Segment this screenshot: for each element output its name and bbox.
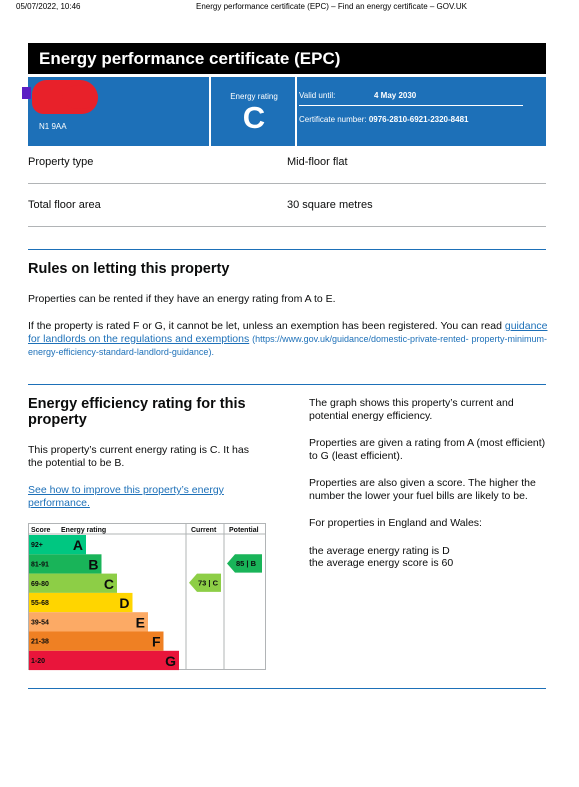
band-score-label: 1-20 (31, 657, 46, 665)
band-letter: F (151, 633, 161, 650)
certificate-number-value: 0976-2810-6921-2320-8481 (368, 115, 469, 124)
graph-header-current: Current (191, 527, 217, 534)
floor-area-row (28, 184, 546, 227)
section-divider-3 (28, 688, 546, 689)
graph-header-rating: Energy rating (61, 527, 107, 534)
efficiency-right-column (309, 397, 549, 585)
property-type-row (28, 146, 546, 184)
energy-rating-graph (28, 523, 268, 671)
certificate-block (299, 77, 546, 146)
landlord-guidance-url-2: property-minimum-energy-efficiency-standard-landlord-guidance) (28, 334, 548, 357)
print-page-title: Energy performance certificate (EPC) – Find an energy certificate – GOV.UK (196, 2, 467, 11)
efficiency-left-column (28, 396, 278, 510)
score-explanation: Properties are also given a score. The higher the number the lower your fuel bills are likely to be. (309, 477, 536, 502)
band-letter: E (135, 614, 145, 631)
valid-until-label: Valid until: (299, 91, 336, 100)
band-score-label: 55-68 (31, 600, 49, 608)
band-score-label: 81-91 (31, 561, 49, 569)
print-header (16, 2, 563, 11)
letting-para-1: Properties can be rented if they have an energy rating from A to E. (28, 293, 336, 305)
landlord-guidance-link[interactable]: guidance for landlords on the regulations and exemptions (28, 320, 548, 345)
valid-until-row (299, 91, 523, 106)
graph-header-score: Score (31, 527, 51, 534)
band-bar (56, 612, 148, 631)
band-letter: G (165, 652, 176, 669)
band-bar (56, 632, 164, 651)
property-type-value: Mid-floor flat (287, 156, 348, 168)
epc-summary-panel (28, 77, 546, 146)
energy-rating-value: C (242, 100, 266, 135)
current-rating-score-label: 73 | C (198, 578, 219, 588)
graph-header-potential: Potential (229, 527, 259, 534)
average-score: the average energy score is 60 (309, 557, 454, 569)
floor-area-label: Total floor area (28, 199, 101, 211)
postcode: N1 9AA (39, 122, 67, 131)
band-score-label: 92+ (31, 542, 43, 550)
valid-until-value: 4 May 2030 (374, 91, 417, 100)
landlord-guidance-url-1: (https://www.gov.uk/guidance/domestic-private-rented- (252, 334, 469, 344)
band-letter: C (103, 575, 114, 592)
potential-rating-score-label: 85 | B (236, 558, 257, 568)
band-bar (56, 651, 179, 670)
address-redaction-2 (62, 85, 98, 109)
energy-rating-label: Energy rating (230, 92, 278, 101)
section-divider-2 (28, 384, 546, 385)
band-score-label: 21-38 (31, 638, 49, 646)
certificate-number-label: Certificate number: (299, 115, 367, 124)
current-rating-text: This property’s current energy rating is C. It has the potential to be B. (28, 444, 249, 469)
efficiency-heading: Energy efficiency rating for this property (28, 396, 246, 428)
print-datetime: 05/07/2022, 10:46 (16, 2, 81, 11)
letting-para-2-text: If the property is rated F or G, it cannot be let, unless an exemption has been registered. You can read (28, 320, 502, 332)
letting-para-2: If the property is rated F or G, it cannot be let, unless an exemption has been registered. You can read guidance for landlords on the regulations and exemptions (https://www.gov.uk/guidance/domestic-private-rented- property-minimum-energy-efficiency-standard-landlord-guidance). (28, 320, 548, 357)
address-block (28, 77, 211, 146)
certificate-number-row (299, 115, 468, 124)
average-rating: the average energy rating is D (309, 544, 450, 557)
band-letter: B (88, 556, 99, 573)
band-score-label: 39-54 (31, 619, 49, 627)
letting-heading: Rules on letting this property (28, 261, 230, 277)
page-title: Energy performance certificate (EPC) (28, 43, 546, 74)
rating-explanation: Properties are given a rating from A (most efficient) to G (least efficient). (309, 437, 546, 462)
redaction-mark (22, 87, 31, 99)
energy-rating-block (213, 77, 297, 146)
band-letter: A (72, 537, 83, 554)
section-divider (28, 249, 546, 250)
improve-performance-link[interactable]: See how to improve this property’s energy performance. (28, 484, 224, 509)
band-score-label: 69-80 (31, 580, 49, 588)
england-wales-note: For properties in England and Wales: (309, 517, 482, 529)
property-type-label: Property type (28, 156, 94, 168)
band-letter: D (119, 595, 130, 612)
graph-explanation: The graph shows this property’s current and potential energy efficiency. (309, 397, 514, 422)
floor-area-value: 30 square metres (287, 199, 373, 211)
